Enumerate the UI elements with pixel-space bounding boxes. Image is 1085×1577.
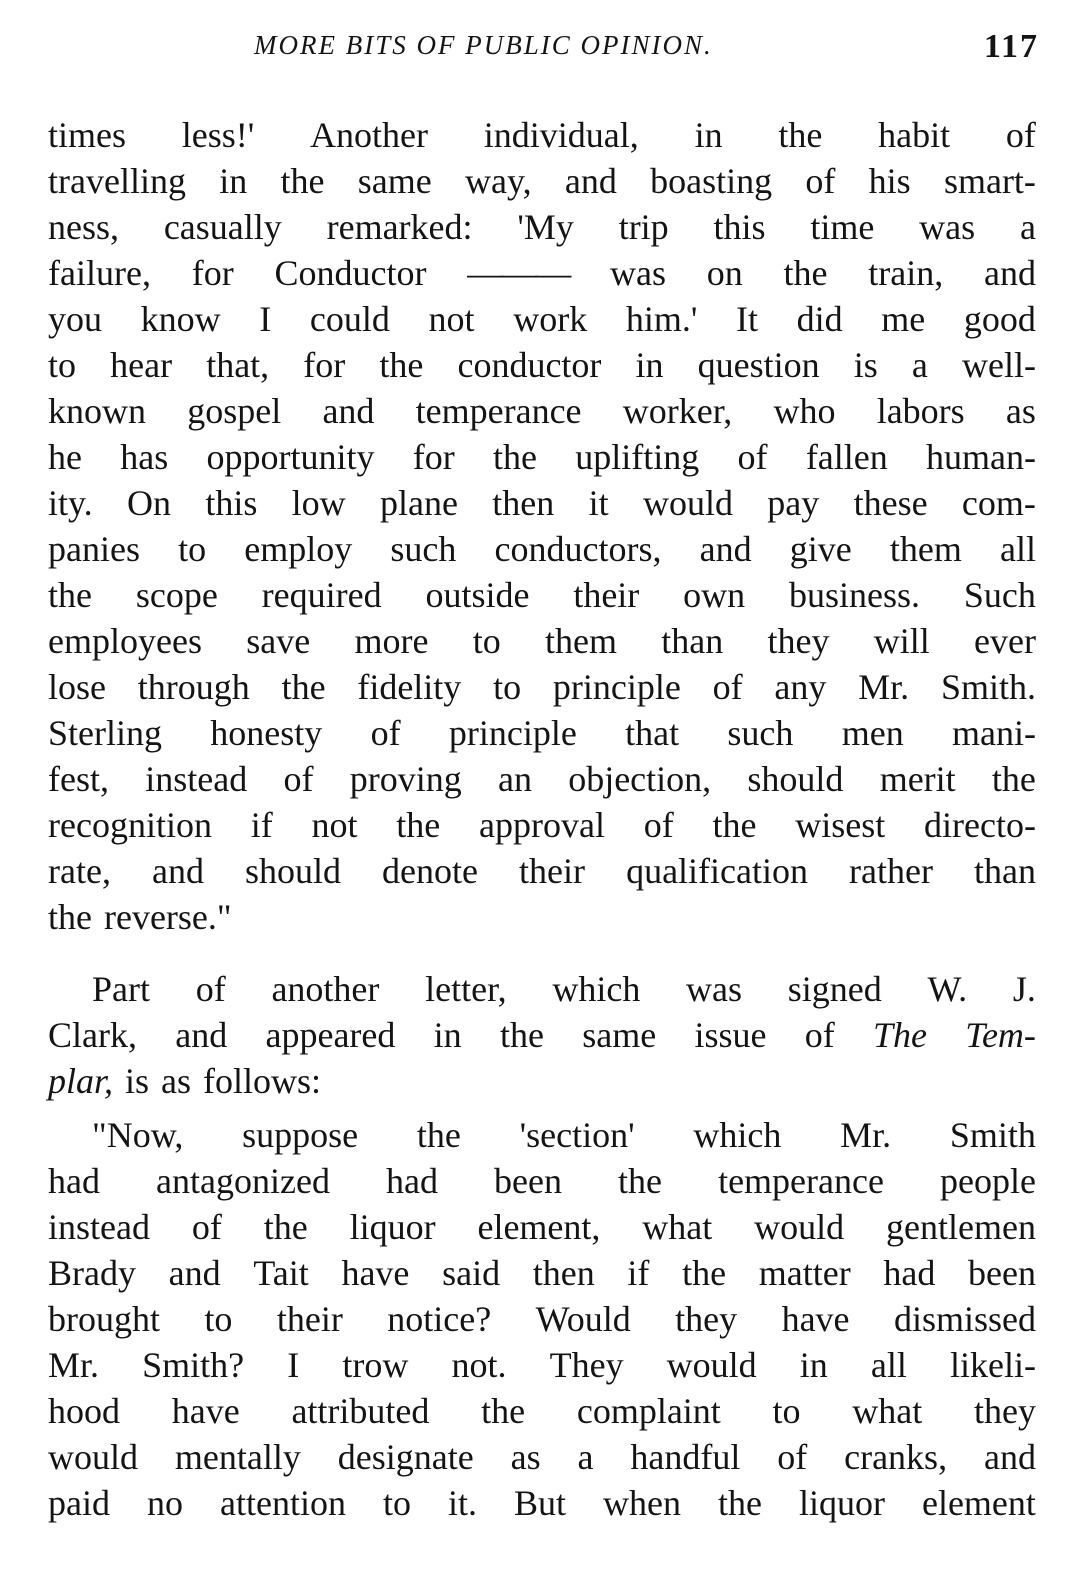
word: "Now, [92,1115,184,1155]
text-line [48,756,1036,802]
word: gentlemen [886,1207,1036,1247]
text-line [48,1434,1036,1480]
word: had [883,1253,936,1293]
word: is [853,345,878,385]
word: qualification [626,851,808,891]
word: they [675,1299,738,1339]
word: lose [48,667,106,707]
text-line [48,1058,1036,1104]
word: Smith? [142,1345,245,1385]
word: letter, [425,969,507,1009]
word: complaint [576,1391,721,1431]
word: fallen [805,437,888,477]
text-line [48,204,1036,250]
word: ever [974,621,1036,661]
word: notice? [387,1299,492,1339]
word: you [48,299,102,339]
word: issue [694,1015,767,1055]
word: pay [767,483,820,523]
word: appeared [265,1015,396,1055]
word: if [250,805,273,845]
word: dismissed [893,1299,1036,1339]
word: him.' [625,299,698,339]
word: Tem- [965,1015,1036,1055]
word: handful [630,1437,741,1477]
word: W. [927,969,968,1009]
word: of [643,805,674,845]
word: times [48,115,126,155]
word: could [309,299,390,339]
word: he [48,437,82,477]
word: on [706,253,743,293]
word: they [767,621,830,661]
word: denote [382,851,479,891]
word: have [341,1253,410,1293]
word: hear [110,345,173,385]
word: have [781,1299,850,1339]
word: temperance [718,1161,884,1201]
word: low [291,483,346,523]
word: attributed [291,1391,430,1431]
text-line [48,158,1036,204]
word: they [974,1391,1036,1431]
word: said [442,1253,501,1293]
text-line [48,342,1036,388]
word: and [984,253,1036,293]
word: of [191,1207,222,1247]
word: of [370,713,401,753]
word: and [322,391,375,431]
word: should [245,851,342,891]
word: their [276,1299,343,1339]
word: Brady [48,1253,136,1293]
word: plar, [48,1061,114,1101]
text-line [48,1342,1036,1388]
text-line [48,1388,1036,1434]
word: than [661,621,724,661]
word: the [280,161,325,201]
word: instead [48,1207,150,1247]
word: as [1005,391,1036,431]
word: was [919,207,976,247]
word: this [713,207,766,247]
word: his [868,161,911,201]
word: the [991,759,1036,799]
word: reverse." [103,897,232,937]
word: of [195,969,226,1009]
text-line [48,1250,1036,1296]
text-line [48,1204,1036,1250]
word: not [428,299,475,339]
word: way, [464,161,532,201]
text-line [48,1480,1036,1526]
paragraph-letter-continued [48,112,1036,940]
word: mentally [174,1437,301,1477]
word: Another [310,115,429,155]
word: an [497,759,532,799]
word: of [1005,115,1036,155]
word: attention [219,1483,346,1523]
word: the [712,805,757,845]
text-line [48,250,1036,296]
word: the [493,437,538,477]
word: any [774,667,827,707]
word: the [48,897,92,937]
word: to [48,345,77,385]
word: train, [868,253,944,293]
word: than [974,851,1036,891]
word: same [357,161,432,201]
word: them [889,529,962,569]
word: the [281,667,326,707]
word: of [805,161,836,201]
word: the [778,115,823,155]
word: to [772,1391,801,1431]
paragraph-clark-letter [48,1112,1036,1526]
word: On [127,483,171,523]
word: a [1020,207,1036,247]
word: Mr. [48,1345,100,1385]
text-line [48,572,1036,618]
word: own [683,575,746,615]
word: wisest [795,805,886,845]
word: remarked: [326,207,473,247]
word: of [777,1437,808,1477]
word: Would [535,1299,631,1339]
word: travelling [48,161,186,201]
word: when [603,1483,681,1523]
word: proving [349,759,462,799]
text-line [48,526,1036,572]
word: the [682,1253,727,1293]
word: the [618,1161,663,1201]
running-title: MORE BITS OF PUBLIC OPINION. [254,30,713,60]
word: habit [878,115,951,155]
word: required [261,575,382,615]
word: plane [380,483,458,523]
word: all [1000,529,1036,569]
word: honesty [210,713,323,753]
word: as [161,1061,192,1101]
word: the [717,1483,762,1523]
word: com- [961,483,1036,523]
word: that, [206,345,270,385]
word: designate [337,1437,474,1477]
word: opportunity [206,437,375,477]
text-line [48,296,1036,342]
word: outside [425,575,530,615]
word: fidelity [357,667,462,707]
word: not [311,805,358,845]
word: I [259,299,272,339]
word: been [494,1161,562,1201]
text-line [48,802,1036,848]
word: recognition [48,805,212,845]
word: Smith. [940,667,1036,707]
word: Sterling [48,713,162,753]
word: give [789,529,852,569]
word: Part [92,969,150,1009]
word: to [493,667,522,707]
word: for [303,345,346,385]
word: in [219,161,248,201]
word: and [983,1437,1036,1477]
word: smart- [943,161,1036,201]
word: what [642,1207,713,1247]
word: to [382,1483,411,1523]
text-line [48,710,1036,756]
word: would [666,1345,757,1385]
word: principle [552,667,681,707]
word: well- [961,345,1036,385]
word: ness, [48,207,119,247]
word: it [588,483,609,523]
word: human- [926,437,1036,477]
word: matter [758,1253,851,1293]
word: this [205,483,258,523]
word: to [178,529,207,569]
text-line [48,1012,1036,1058]
word: in [694,115,723,155]
word: the [396,805,441,845]
word: then [492,483,555,523]
word: for [412,437,455,477]
word: Clark, [48,1015,137,1055]
text-line [48,1158,1036,1204]
word: of [712,667,743,707]
word: more [354,621,429,661]
text-line [48,848,1036,894]
word: people [940,1161,1036,1201]
word: the [416,1115,461,1155]
word: directo- [924,805,1036,845]
word: trip [618,207,669,247]
word: their [519,851,586,891]
word: rather [849,851,933,891]
text-line [48,664,1036,710]
word: has [120,437,169,477]
word: what [852,1391,923,1431]
word: business. [789,575,921,615]
text-line [48,618,1036,664]
word: panies [48,529,140,569]
word: in [433,1015,462,1055]
word: casually [163,207,282,247]
word: same [582,1015,657,1055]
word: the [379,345,424,385]
word: 'My [517,207,574,247]
word: element [921,1483,1036,1523]
word: Tait [253,1253,309,1293]
word: did [796,299,843,339]
word: another [271,969,380,1009]
word: would [754,1207,845,1247]
word: know [140,299,221,339]
text-line [48,1296,1036,1342]
word: was [609,253,666,293]
word: less!' [181,115,255,155]
word: signed [787,969,882,1009]
word: and [699,529,752,569]
text-line [48,1112,1036,1158]
paragraph-clark-intro [48,966,1036,1104]
word: labors [876,391,965,431]
word: these [853,483,928,523]
word: employ [244,529,353,569]
word: the [263,1207,308,1247]
word: and [175,1015,228,1055]
word: of [737,437,768,477]
word: their [573,575,640,615]
word: follows: [203,1061,322,1101]
word: objection, [568,759,712,799]
word: of [804,1015,835,1055]
word: time [810,207,875,247]
word: such [390,529,457,569]
word: good [963,299,1036,339]
word: all [870,1345,907,1385]
word: uplifting [575,437,700,477]
word: liquor [349,1207,436,1247]
word: if [627,1253,650,1293]
word: trow [342,1345,409,1385]
word: scope [135,575,218,615]
word: They [549,1345,624,1385]
word: known [48,391,146,431]
word: should [747,759,844,799]
word: would [48,1437,138,1477]
word: of [283,759,314,799]
word: paid [48,1483,110,1523]
word: would [642,483,733,523]
word: employees [48,621,202,661]
word: the [783,253,828,293]
word: The [872,1015,927,1055]
word: me [881,299,926,339]
word: Such [963,575,1036,615]
word: individual, [483,115,639,155]
word: Mr. [840,1115,892,1155]
word: the [499,1015,544,1055]
word: antagonized [156,1161,330,1201]
word: 'section' [519,1115,635,1155]
word: Conductor [274,253,427,293]
word: merit [879,759,956,799]
text-line [48,480,1036,526]
text-line [48,434,1036,480]
word: not. [451,1345,507,1385]
word: which [552,969,641,1009]
word: Smith [949,1115,1036,1155]
word: such [727,713,794,753]
word: conductor [457,345,602,385]
word: the [48,575,92,615]
word: as [510,1437,541,1477]
word: element, [477,1207,601,1247]
body-text [48,112,1036,1526]
word: ity. [48,483,93,523]
word: to [472,621,501,661]
word: the [481,1391,526,1431]
word: failure, [48,253,151,293]
word: rate, [48,851,111,891]
word: brought [48,1299,160,1339]
word: and [168,1253,221,1293]
word: mani- [952,713,1036,753]
word: Mr. [858,667,910,707]
word: for [191,253,234,293]
running-head [48,28,1043,68]
word: a [911,345,928,385]
word: been [968,1253,1036,1293]
word: But [513,1483,566,1523]
word: I [287,1345,300,1385]
word: It [735,299,758,339]
word: principle [448,713,577,753]
word: question [697,345,820,385]
word: a [577,1437,594,1477]
word: that [625,713,680,753]
word: then [532,1253,595,1293]
word: instead [145,759,248,799]
word: was [686,969,743,1009]
word: it. [447,1483,477,1523]
text-line [48,966,1036,1012]
word: worker, [622,391,733,431]
word: in [635,345,664,385]
word: had [48,1161,100,1201]
word: likeli- [950,1345,1036,1385]
word: save [246,621,311,661]
word: cranks, [844,1437,948,1477]
word: had [386,1161,438,1201]
word: ——— [467,253,570,293]
word: hood [48,1391,120,1431]
word: in [799,1345,828,1385]
word: through [137,667,250,707]
text-line [48,388,1036,434]
word: men [841,713,904,753]
word: is [125,1061,150,1101]
word: J. [1012,969,1036,1009]
word: conductors, [494,529,662,569]
word: work [513,299,588,339]
word: have [171,1391,240,1431]
word: liquor [798,1483,885,1523]
word: approval [479,805,605,845]
word: them [544,621,617,661]
word: which [693,1115,782,1155]
word: and [151,851,204,891]
text-line [48,894,1036,940]
page-number: 117 [983,28,1039,65]
word: will [873,621,930,661]
word: fest, [48,759,109,799]
word: suppose [242,1115,359,1155]
text-line [48,112,1036,158]
word: boasting [650,161,773,201]
word: to [204,1299,233,1339]
word: gospel [187,391,282,431]
word: who [773,391,836,431]
word: no [146,1483,183,1523]
word: and [564,161,617,201]
word: temperance [415,391,582,431]
